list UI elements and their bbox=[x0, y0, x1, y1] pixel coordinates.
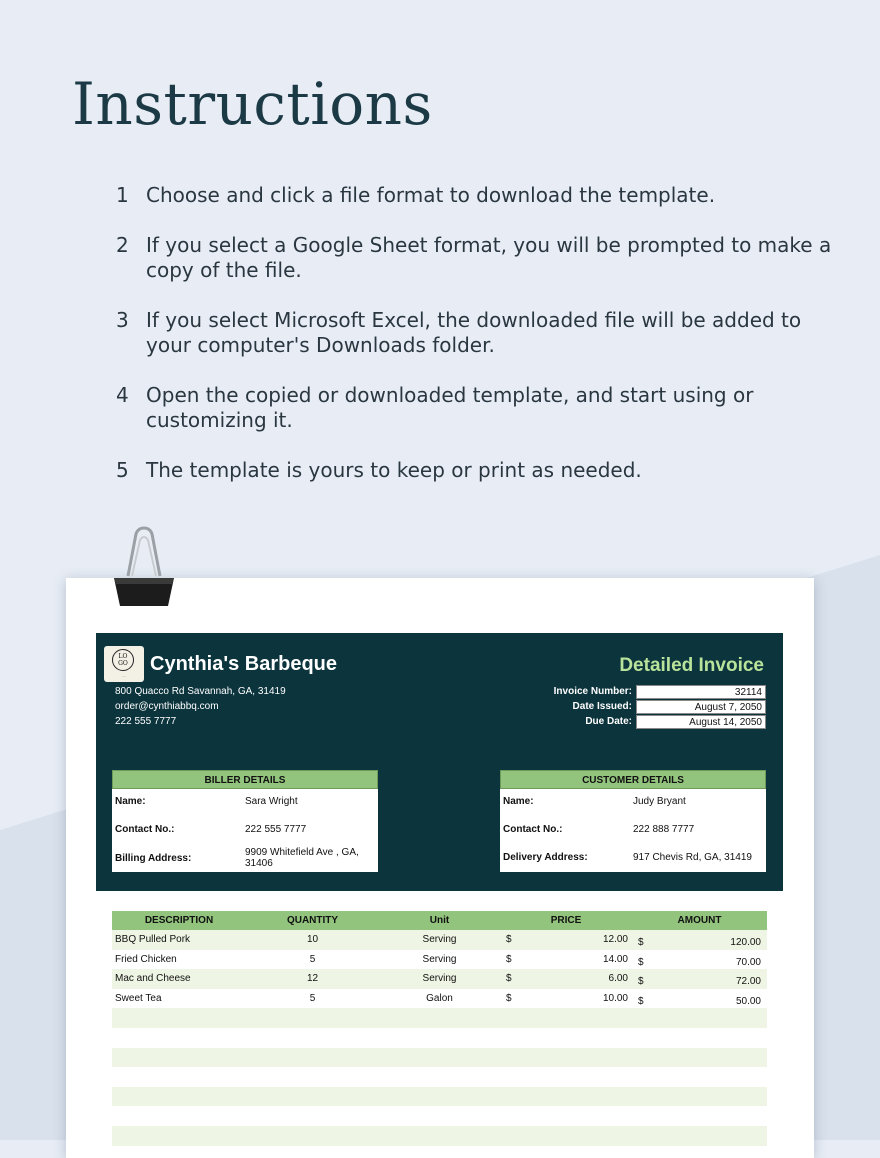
table-row-empty[interactable] bbox=[112, 1008, 767, 1028]
item-price[interactable] bbox=[500, 930, 632, 950]
company-name: Cynthia's Barbeque bbox=[150, 653, 338, 675]
item-price[interactable] bbox=[500, 950, 632, 970]
company-phone: 222 555 7777 bbox=[115, 716, 177, 727]
instruction-step bbox=[116, 308, 836, 358]
biller-name-row bbox=[112, 796, 378, 807]
field-label: Contact No.: bbox=[503, 824, 563, 835]
invoice-number-row bbox=[500, 685, 766, 699]
amount-value: 120.00 bbox=[730, 937, 761, 948]
table-row bbox=[112, 930, 767, 950]
biller-name[interactable]: Sara Wright bbox=[245, 796, 298, 807]
step-text: Open the copied or downloaded template, and start using or customizing it. bbox=[146, 383, 754, 432]
step-number: 2 bbox=[116, 233, 129, 257]
invoice-number-field[interactable]: 32114 bbox=[636, 685, 766, 699]
currency-symbol: $ bbox=[506, 992, 512, 1004]
currency-symbol: $ bbox=[506, 934, 512, 945]
binder-clip-icon bbox=[106, 526, 182, 612]
customer-address[interactable]: 917 Chevis Rd, GA, 31419 bbox=[633, 852, 752, 863]
instruction-step bbox=[116, 233, 836, 283]
date-issued-row bbox=[500, 700, 766, 714]
price-value: 10.00 bbox=[602, 992, 628, 1004]
step-number: 4 bbox=[116, 383, 129, 407]
customer-name-row bbox=[500, 796, 766, 807]
step-number: 3 bbox=[116, 308, 129, 332]
customer-address-row bbox=[500, 852, 766, 863]
item-amount bbox=[632, 930, 767, 950]
amount-value: 50.00 bbox=[735, 995, 761, 1007]
due-date-field[interactable]: August 14, 2050 bbox=[636, 715, 766, 729]
table-row-empty[interactable] bbox=[112, 1126, 767, 1146]
price-value: 6.00 bbox=[608, 973, 628, 985]
items-table bbox=[112, 911, 767, 1146]
company-email: order@cynthiabbq.com bbox=[115, 701, 219, 712]
meta-label: Due Date: bbox=[585, 716, 632, 727]
column-header-description: DESCRIPTION bbox=[144, 915, 214, 926]
currency-symbol: $ bbox=[638, 956, 644, 968]
price-value: 14.00 bbox=[602, 953, 628, 965]
field-label: Delivery Address: bbox=[503, 852, 588, 863]
field-label: Contact No.: bbox=[115, 824, 175, 835]
item-quantity[interactable]: 12 bbox=[306, 973, 319, 985]
column-header-amount: AMOUNT bbox=[677, 915, 722, 926]
customer-details-header: CUSTOMER DETAILS bbox=[500, 770, 766, 789]
table-row-empty[interactable] bbox=[112, 1028, 767, 1048]
column-header-price: PRICE bbox=[550, 915, 582, 926]
column-header-quantity: QUANTITY bbox=[286, 915, 339, 926]
logo-tagline: ····· bbox=[121, 674, 127, 678]
item-description[interactable]: Fried Chicken bbox=[115, 953, 177, 965]
table-header bbox=[112, 911, 767, 930]
customer-details bbox=[500, 770, 766, 872]
due-date-row bbox=[500, 715, 766, 729]
instruction-list bbox=[116, 183, 836, 508]
currency-symbol: $ bbox=[506, 973, 512, 985]
item-description[interactable]: Mac and Cheese bbox=[115, 973, 191, 985]
currency-symbol: $ bbox=[638, 995, 644, 1007]
item-quantity[interactable]: 5 bbox=[309, 953, 316, 965]
instruction-step bbox=[116, 458, 836, 483]
company-logo bbox=[104, 646, 144, 682]
step-number: 5 bbox=[116, 458, 129, 482]
currency-symbol: $ bbox=[638, 976, 644, 988]
date-issued-field[interactable]: August 7, 2050 bbox=[636, 700, 766, 714]
customer-contact[interactable]: 222 888 7777 bbox=[633, 824, 695, 835]
step-text: The template is yours to keep or print as needed. bbox=[146, 458, 642, 482]
meta-label: Date Issued: bbox=[572, 701, 632, 712]
item-quantity[interactable]: 10 bbox=[306, 934, 319, 945]
item-amount bbox=[632, 950, 767, 970]
biller-contact[interactable]: 222 555 7777 bbox=[245, 824, 307, 835]
item-amount bbox=[632, 969, 767, 989]
item-unit[interactable]: Serving bbox=[422, 934, 457, 945]
step-number: 1 bbox=[116, 183, 129, 207]
table-row bbox=[112, 950, 767, 970]
instruction-step bbox=[116, 383, 836, 433]
item-unit[interactable]: Galon bbox=[426, 992, 453, 1004]
biller-details bbox=[112, 770, 378, 872]
table-row-empty[interactable] bbox=[112, 1087, 767, 1107]
table-row bbox=[112, 969, 767, 989]
customer-name[interactable]: Judy Bryant bbox=[633, 796, 686, 807]
step-text: If you select Microsoft Excel, the downloaded file will be added to your computer's Downloads folder. bbox=[146, 308, 802, 357]
amount-value: 72.00 bbox=[735, 976, 761, 988]
item-description[interactable]: Sweet Tea bbox=[115, 992, 162, 1004]
item-amount bbox=[632, 989, 767, 1009]
field-label: Billing Address: bbox=[115, 852, 192, 864]
table-row-empty[interactable] bbox=[112, 1048, 767, 1068]
column-header-unit: Unit bbox=[429, 915, 450, 926]
biller-contact-row bbox=[112, 824, 378, 835]
customer-contact-row bbox=[500, 824, 766, 835]
item-unit[interactable]: Serving bbox=[422, 953, 457, 965]
biller-address-row bbox=[112, 847, 378, 869]
biller-details-header: BILLER DETAILS bbox=[112, 770, 378, 789]
table-row-empty[interactable] bbox=[112, 1106, 767, 1126]
item-description[interactable]: BBQ Pulled Pork bbox=[115, 934, 191, 945]
company-address: 800 Quacco Rd Savannah, GA, 31419 bbox=[115, 686, 286, 697]
item-price[interactable] bbox=[500, 969, 632, 989]
currency-symbol: $ bbox=[638, 937, 644, 948]
table-row-empty[interactable] bbox=[112, 1067, 767, 1087]
field-label: Name: bbox=[115, 796, 146, 807]
item-unit[interactable]: Serving bbox=[422, 973, 457, 985]
page-title: Instructions bbox=[72, 70, 433, 138]
field-label: Name: bbox=[503, 796, 534, 807]
price-value: 12.00 bbox=[602, 934, 628, 945]
logo-mark: LO GO bbox=[112, 649, 134, 671]
step-text: Choose and click a file format to download the template. bbox=[146, 183, 716, 207]
meta-label: Invoice Number: bbox=[553, 686, 632, 697]
currency-symbol: $ bbox=[506, 953, 512, 965]
item-quantity[interactable]: 5 bbox=[309, 992, 316, 1004]
instruction-step bbox=[116, 183, 836, 208]
biller-address[interactable]: 9909 Whitefield Ave , GA, 31406 bbox=[245, 847, 359, 869]
amount-value: 70.00 bbox=[735, 956, 761, 968]
table-row bbox=[112, 989, 767, 1009]
item-price[interactable] bbox=[500, 989, 632, 1009]
invoice-title: Detailed Invoice bbox=[619, 655, 764, 676]
step-text: If you select a Google Sheet format, you will be prompted to make a copy of the file. bbox=[146, 233, 832, 282]
